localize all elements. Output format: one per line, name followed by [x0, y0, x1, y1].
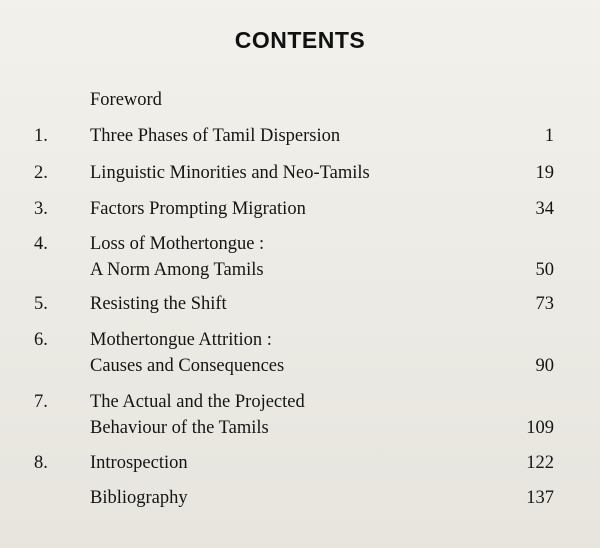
toc-entry-number: 3. — [34, 199, 48, 219]
toc-entry-number: 4. — [34, 234, 48, 254]
toc-entry-title-line-2: Behaviour of the Tamils — [90, 418, 269, 438]
toc-entry-page: 1 — [544, 126, 554, 146]
toc-foreword — [0, 90, 600, 114]
toc-entry-page: 90 — [535, 356, 554, 376]
toc-entry-page: 122 — [526, 453, 554, 473]
toc-foreword-label: Foreword — [90, 90, 162, 110]
toc-entry-number: 1. — [34, 126, 48, 146]
toc-entry-title: Linguistic Minorities and Neo-Tamils — [90, 163, 370, 183]
toc-entry-6 — [0, 330, 600, 388]
toc-entry-page: 109 — [526, 418, 554, 438]
toc-entry-title-line-2: A Norm Among Tamils — [90, 260, 264, 280]
toc-entry-page: 50 — [535, 260, 554, 280]
toc-entry-2 — [0, 163, 600, 187]
toc-entry-number: 2. — [34, 163, 48, 183]
toc-entry-3 — [0, 199, 600, 223]
toc-entry-number: 8. — [34, 453, 48, 473]
page-title: CONTENTS — [234, 27, 366, 53]
toc-entry-title-line-1: Loss of Mothertongue : — [90, 234, 265, 254]
toc-entry-title: Introspection — [90, 453, 188, 473]
toc-bibliography-page: 137 — [526, 488, 554, 508]
toc-entry-8 — [0, 453, 600, 477]
toc-entry-number: 5. — [34, 294, 48, 314]
toc-entry-4 — [0, 234, 600, 292]
toc-bibliography-label: Bibliography — [90, 488, 188, 508]
toc-entry-number: 6. — [34, 330, 48, 350]
toc-bibliography — [0, 488, 600, 512]
toc-entry-title: Factors Prompting Migration — [90, 199, 306, 219]
toc-entry-title: Three Phases of Tamil Dispersion — [90, 126, 341, 146]
toc-entry-7 — [0, 392, 600, 450]
toc-entry-title-line-1: Mothertongue Attrition : — [90, 330, 272, 350]
toc-entry-number: 7. — [34, 392, 48, 412]
toc-entry-page: 19 — [535, 163, 554, 183]
toc-entry-page: 73 — [535, 294, 554, 314]
toc-entry-5 — [0, 294, 600, 318]
toc-entry-title: Resisting the Shift — [90, 294, 227, 314]
toc-entry-title-line-1: The Actual and the Projected — [90, 392, 305, 412]
toc-entry-title-line-2: Causes and Consequences — [90, 356, 285, 376]
toc-entry-1 — [0, 126, 600, 150]
toc-entry-page: 34 — [535, 199, 554, 219]
